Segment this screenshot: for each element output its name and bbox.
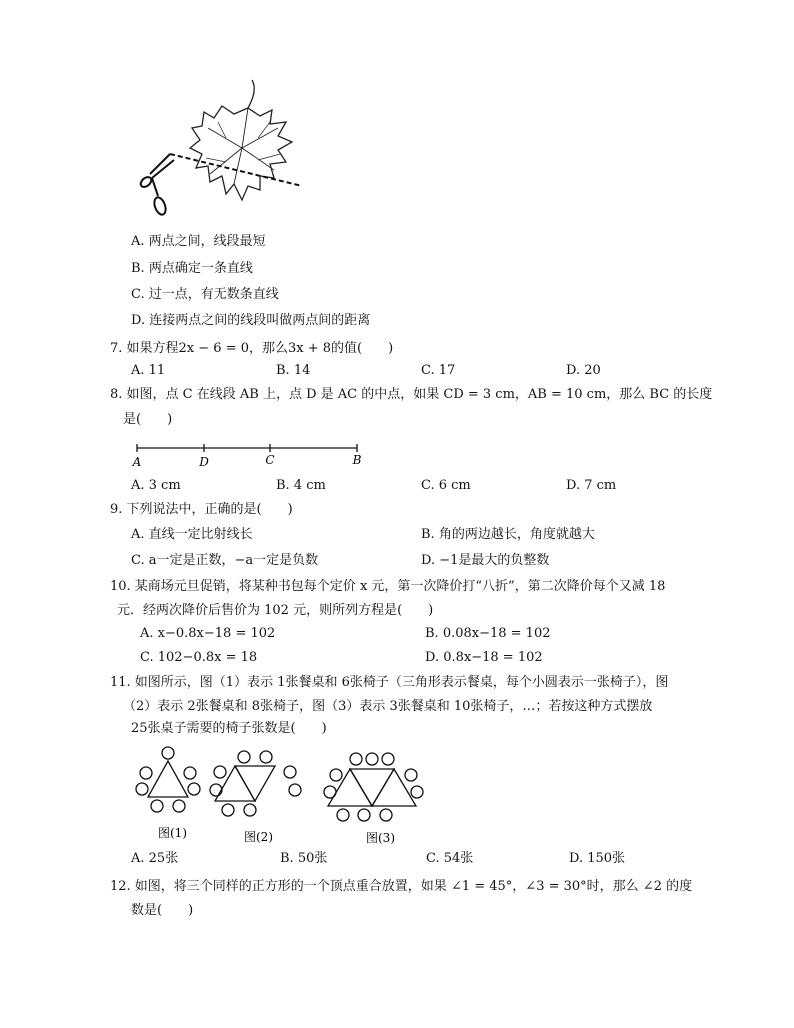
q7-stem: 7. 如果方程2x − 6 = 0，那么3x + 8的值( ): [110, 341, 394, 356]
q9-option-a: A. 直线一定比射线长: [131, 527, 253, 542]
q10-option-d: D. 0.8x−18 = 102: [425, 650, 543, 665]
q9-option-d: D. −1是最大的负整数: [421, 553, 550, 568]
label-b: B: [352, 453, 362, 467]
chair-circle: [358, 809, 370, 821]
q8-option-c: C. 6 cm: [421, 478, 471, 493]
q6-option-d: D. 连接两点之间的线段叫做两点间的距离: [131, 313, 371, 328]
chair-circle: [260, 751, 272, 763]
q11-stem-line1: 11. 如图所示，图（1）表示 1张餐桌和 6张椅子（三角形表示餐桌，每个小圆表示一张椅子），图: [110, 675, 669, 690]
chair-circle: [151, 800, 163, 812]
tables-chairs-figure: [130, 745, 440, 850]
label-c: C: [265, 453, 275, 467]
chair-circle: [162, 747, 174, 759]
figure-3-caption: 图(3): [366, 831, 395, 845]
q11-option-b: B. 50张: [280, 851, 328, 866]
q10-option-a: A. x−0.8x−18 = 102: [140, 626, 276, 641]
chair-circle: [337, 809, 349, 821]
q10-stem-line2: 元．经两次降价后售价为 102 元，则所列方程是( ): [117, 603, 434, 618]
q11-option-d: D. 150张: [569, 851, 626, 866]
q11-stem-line2: （2）表示 2张餐桌和 8张椅子，图（3）表示 3张餐桌和 10张椅子，…；若按这种方式摆放: [123, 699, 653, 714]
q10-option-b: B. 0.08x−18 = 102: [425, 626, 551, 641]
q7-option-c: C. 17: [421, 363, 456, 378]
chair-circle: [330, 769, 342, 781]
scissors-icon: [139, 154, 174, 216]
figure-1-caption: 图(1): [158, 826, 187, 840]
chair-circle: [411, 786, 423, 798]
q6-option-c: C. 过一点，有无数条直线: [131, 287, 279, 302]
segment-figure: [128, 440, 368, 470]
chair-circle: [324, 786, 336, 798]
chair-circle: [222, 804, 234, 816]
chair-circle: [350, 753, 362, 765]
chair-circle: [382, 753, 394, 765]
q12-stem-line1: 12. 如图，将三个同样的正方形的一个顶点重合放置，如果 ∠1 = 45°，∠3 = 30°时，那么 ∠2 的度: [110, 879, 693, 894]
q11-stem-line3: 25张桌子需要的椅子张数是( ): [131, 721, 327, 736]
figure-3-pattern: [324, 753, 423, 821]
q9-option-c: C. a一定是正数，−a一定是负数: [131, 553, 319, 568]
chair-circle: [366, 753, 378, 765]
q7-option-a: A. 11: [131, 363, 166, 378]
chair-circle: [136, 783, 148, 795]
q10-option-c: C. 102−0.8x = 18: [140, 650, 258, 665]
q8-stem-line1: 8. 如图，点 C 在线段 AB 上，点 D 是 AC 的中点，如果 CD = 3 cm，AB = 10 cm，那么 BC 的长度: [110, 387, 713, 402]
q10-stem-line1: 10. 某商场元旦促销，将某种书包每个定价 x 元，第一次降价打“八折”，第二次降价每个又减 18: [110, 579, 666, 594]
label-a: A: [132, 455, 142, 469]
q7-option-b: B. 14: [276, 363, 311, 378]
q8-option-a: A. 3 cm: [131, 478, 181, 493]
chair-circle: [210, 784, 222, 796]
figure-2-pattern: [210, 751, 301, 816]
table-triangle: [235, 766, 275, 801]
q9-stem: 9. 下列说法中，正确的是( ): [110, 502, 293, 517]
q8-option-b: B. 4 cm: [276, 478, 326, 493]
chair-circle: [405, 769, 417, 781]
leaf-stem: [248, 80, 254, 108]
q8-stem-line2: 是( ): [123, 412, 173, 427]
q6-option-b: B. 两点确定一条直线: [131, 261, 253, 276]
chair-circle: [238, 751, 250, 763]
table-triangle: [350, 769, 394, 806]
table-triangle: [372, 769, 416, 806]
chair-circle: [173, 800, 185, 812]
table-triangle: [148, 761, 188, 797]
chair-circle: [188, 783, 200, 795]
chair-circle: [140, 767, 152, 779]
q11-option-a: A. 25张: [131, 851, 179, 866]
label-d: D: [199, 455, 209, 469]
chair-circle: [380, 809, 392, 821]
chair-circle: [244, 804, 256, 816]
q12-stem-line2: 数是( ): [131, 903, 194, 918]
cut-line: [170, 154, 302, 186]
q6-option-a: A. 两点之间，线段最短: [131, 234, 266, 249]
figure-2-caption: 图(2): [244, 830, 273, 844]
table-triangle: [215, 766, 255, 801]
q11-option-c: C. 54张: [426, 851, 474, 866]
chair-circle: [284, 766, 296, 778]
chair-circle: [214, 766, 226, 778]
q9-option-b: B. 角的两边越长，角度就越大: [421, 527, 595, 542]
figure-1-pattern: [136, 747, 200, 812]
chair-circle: [184, 767, 196, 779]
q7-option-d: D. 20: [566, 363, 601, 378]
q8-option-d: D. 7 cm: [566, 478, 617, 493]
leaf-scissors-figure: [130, 78, 310, 226]
chair-circle: [289, 784, 301, 796]
